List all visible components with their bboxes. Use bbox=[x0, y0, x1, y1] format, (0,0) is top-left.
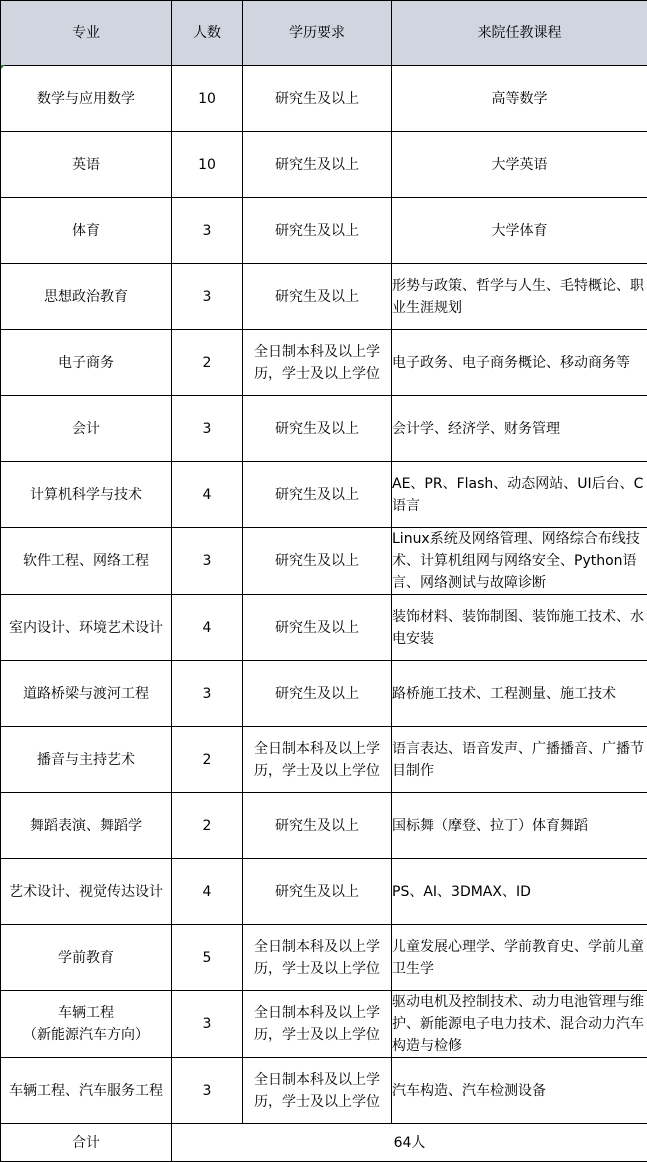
cell-courses: PS、AI、3DMAX、ID bbox=[392, 859, 647, 925]
cell-courses: 路桥施工技术、工程测量、施工技术 bbox=[392, 661, 647, 727]
cell-major bbox=[1, 727, 172, 793]
cell-major bbox=[1, 66, 172, 132]
cell-major bbox=[1, 462, 172, 528]
cell-courses: 语言表达、语音发声、广播播音、广播节目制作 bbox=[392, 727, 647, 793]
cell-education: 全日制本科及以上学历，学士及以上学位 bbox=[243, 925, 392, 991]
cell-education: 全日制本科及以上学历，学士及以上学位 bbox=[243, 991, 392, 1058]
cell-count: 3 bbox=[172, 528, 243, 595]
major-name: 车辆工程 bbox=[1, 1002, 171, 1024]
cell-education: 全日制本科及以上学历，学士及以上学位 bbox=[243, 727, 392, 793]
cell-major bbox=[1, 1058, 172, 1124]
major-name: 数学与应用数学 bbox=[1, 88, 171, 110]
table-row bbox=[1, 595, 647, 661]
cell-count: 3 bbox=[172, 264, 243, 330]
cell-courses: 会计学、经济学、财务管理 bbox=[392, 396, 647, 462]
cell-count: 3 bbox=[172, 1058, 243, 1124]
cell-corner-marker bbox=[1, 65, 5, 69]
cell-count: 4 bbox=[172, 595, 243, 661]
cell-major bbox=[1, 793, 172, 859]
cell-courses: 大学体育 bbox=[392, 198, 647, 264]
cell-education: 研究生及以上 bbox=[243, 396, 392, 462]
cell-count: 3 bbox=[172, 198, 243, 264]
cell-courses: 高等数学 bbox=[392, 66, 647, 132]
cell-education: 全日制本科及以上学历，学士及以上学位 bbox=[243, 1058, 392, 1124]
table-row bbox=[1, 396, 647, 462]
table-row bbox=[1, 727, 647, 793]
table-row bbox=[1, 66, 647, 132]
total-value: 64人 bbox=[172, 1124, 647, 1162]
total-row bbox=[1, 1124, 647, 1162]
cell-education: 研究生及以上 bbox=[243, 462, 392, 528]
cell-courses: Linux系统及网络管理、网络综合布线技术、计算机组网与网络安全、Python语言、网络测试与故障诊断 bbox=[392, 528, 647, 595]
header-major: 专业 bbox=[1, 1, 172, 66]
header-education: 学历要求 bbox=[243, 1, 392, 66]
cell-courses: 大学英语 bbox=[392, 132, 647, 198]
table-row bbox=[1, 661, 647, 727]
cell-major bbox=[1, 396, 172, 462]
cell-count: 4 bbox=[172, 859, 243, 925]
cell-education: 研究生及以上 bbox=[243, 528, 392, 595]
cell-count: 2 bbox=[172, 793, 243, 859]
major-name: 体育 bbox=[1, 220, 171, 242]
major-name: 室内设计、环境艺术设计 bbox=[1, 617, 171, 639]
table-row bbox=[1, 198, 647, 264]
major-name: 学前教育 bbox=[1, 947, 171, 969]
table-body bbox=[1, 66, 647, 1124]
major-name: 会计 bbox=[1, 418, 171, 440]
cell-education: 研究生及以上 bbox=[243, 859, 392, 925]
cell-count: 2 bbox=[172, 330, 243, 396]
cell-education: 研究生及以上 bbox=[243, 66, 392, 132]
table-row bbox=[1, 793, 647, 859]
total-label: 合计 bbox=[1, 1124, 172, 1162]
major-name: 播音与主持艺术 bbox=[1, 749, 171, 771]
cell-education: 研究生及以上 bbox=[243, 661, 392, 727]
major-name: 道路桥梁与渡河工程 bbox=[1, 683, 171, 705]
cell-major bbox=[1, 661, 172, 727]
cell-major bbox=[1, 330, 172, 396]
cell-count: 10 bbox=[172, 132, 243, 198]
major-name: 电子商务 bbox=[1, 352, 171, 374]
major-name: 软件工程、网络工程 bbox=[1, 550, 171, 572]
cell-major bbox=[1, 264, 172, 330]
cell-major bbox=[1, 925, 172, 991]
cell-courses: 形势与政策、哲学与人生、毛特概论、职业生涯规划 bbox=[392, 264, 647, 330]
major-name: 思想政治教育 bbox=[1, 286, 171, 308]
cell-count: 5 bbox=[172, 925, 243, 991]
table-row bbox=[1, 991, 647, 1058]
cell-courses: 国标舞（摩登、拉丁）体育舞蹈 bbox=[392, 793, 647, 859]
table-header-row bbox=[1, 1, 647, 66]
cell-education: 研究生及以上 bbox=[243, 264, 392, 330]
cell-count: 4 bbox=[172, 462, 243, 528]
major-name: 艺术设计、视觉传达设计 bbox=[1, 881, 171, 903]
major-name: 舞蹈表演、舞蹈学 bbox=[1, 815, 171, 837]
major-name: 英语 bbox=[1, 154, 171, 176]
cell-major bbox=[1, 859, 172, 925]
cell-courses: 电子政务、电子商务概论、移动商务等 bbox=[392, 330, 647, 396]
major-name: 车辆工程、汽车服务工程 bbox=[1, 1080, 171, 1102]
cell-major bbox=[1, 132, 172, 198]
table-row bbox=[1, 462, 647, 528]
major-subtitle: （新能源汽车方向） bbox=[1, 1024, 171, 1046]
cell-courses: 儿童发展心理学、学前教育史、学前儿童卫生学 bbox=[392, 925, 647, 991]
cell-count: 3 bbox=[172, 991, 243, 1058]
table-row bbox=[1, 330, 647, 396]
cell-courses: AE、PR、Flash、动态网站、UI后台、C语言 bbox=[392, 462, 647, 528]
cell-major bbox=[1, 528, 172, 595]
header-count: 人数 bbox=[172, 1, 243, 66]
cell-count: 3 bbox=[172, 661, 243, 727]
cell-major bbox=[1, 991, 172, 1058]
cell-count: 3 bbox=[172, 396, 243, 462]
table-row bbox=[1, 1058, 647, 1124]
cell-courses: 驱动电机及控制技术、动力电池管理与维护、新能源电子电力技术、混合动力汽车构造与检修 bbox=[392, 991, 647, 1058]
cell-count: 10 bbox=[172, 66, 243, 132]
cell-education: 全日制本科及以上学历，学士及以上学位 bbox=[243, 330, 392, 396]
cell-major bbox=[1, 198, 172, 264]
table-row bbox=[1, 264, 647, 330]
cell-major bbox=[1, 595, 172, 661]
table-row bbox=[1, 528, 647, 595]
table-row bbox=[1, 132, 647, 198]
cell-count: 2 bbox=[172, 727, 243, 793]
table-row bbox=[1, 859, 647, 925]
major-name: 计算机科学与技术 bbox=[1, 484, 171, 506]
cell-education: 研究生及以上 bbox=[243, 132, 392, 198]
cell-courses: 汽车构造、汽车检测设备 bbox=[392, 1058, 647, 1124]
cell-education: 研究生及以上 bbox=[243, 198, 392, 264]
table-row bbox=[1, 925, 647, 991]
cell-education: 研究生及以上 bbox=[243, 793, 392, 859]
header-courses: 来院任教课程 bbox=[392, 1, 647, 66]
cell-courses: 装饰材料、装饰制图、装饰施工技术、水电安装 bbox=[392, 595, 647, 661]
cell-education: 研究生及以上 bbox=[243, 595, 392, 661]
